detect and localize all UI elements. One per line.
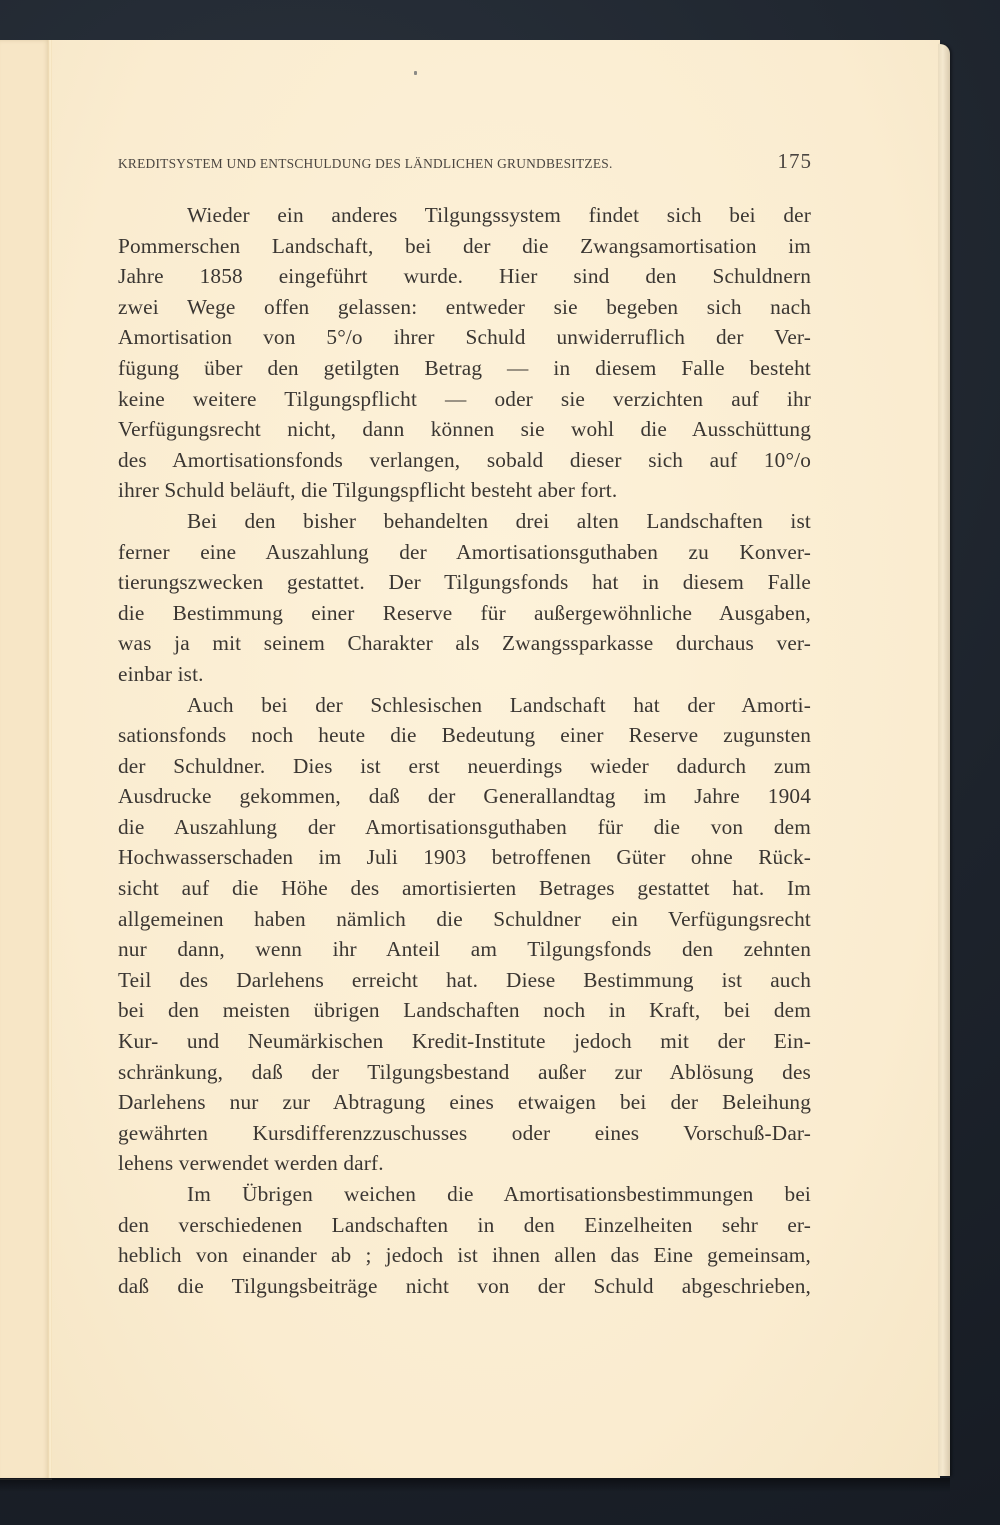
text-line: einbar ist. [118, 661, 204, 686]
page-stack-edge [938, 44, 950, 1476]
running-head-title: KREDITSYSTEM UND ENTSCHULDUNG DES LÄNDLICHEN GRUNDBESITZES. [118, 156, 613, 171]
text-line: die Auszahlung der Amortisationsguthaben für die von dem [118, 814, 811, 839]
text-line: des Amortisationsfonds verlangen, sobald dieser sich auf 10°/o [118, 447, 811, 472]
text-line: den verschiedenen Landschaften in den Einzelheiten sehr er- [118, 1212, 811, 1237]
text-line: Ausdrucke gekommen, daß der Generallandtag im Jahre 1904 [118, 784, 811, 809]
paper-speck [414, 71, 417, 75]
text-line: was ja mit seinem Charakter als Zwangssparkasse durchaus ver- [118, 631, 811, 656]
text-line: Wieder ein anderes Tilgungssystem findet sich bei der [187, 203, 811, 227]
text-line: heblich von einander ab ; jedoch ist ihnen allen das Eine gemeinsam, [118, 1243, 811, 1268]
left-page-edge [0, 40, 50, 1480]
text-line: Amortisation von 5°/o ihrer Schuld unwiderruflich der Ver- [118, 325, 811, 350]
text-line: Hochwasserschaden im Juli 1903 betroffenen Güter ohne Rück- [118, 845, 811, 870]
text-line: sationsfonds noch heute die Bedeutung einer Reserve zugunsten [118, 723, 811, 748]
paragraph-2 [118, 506, 811, 690]
text-line: sicht auf die Höhe des amortisierten Betrages gestattet hat. Im [118, 876, 811, 901]
paragraph-1 [118, 200, 811, 506]
text-line: ferner eine Auszahlung der Amortisationsguthaben zu Konver- [118, 539, 811, 564]
paragraph-3 [118, 690, 811, 1180]
text-line: Kur- und Neumärkischen Kredit-Institute jedoch mit der Ein- [118, 1029, 811, 1054]
text-line: der Schuldner. Dies ist erst neuerdings wieder dadurch zum [118, 753, 811, 778]
text-line: die Bestimmung einer Reserve für außergewöhnliche Ausgaben, [118, 600, 811, 625]
text-line: Darlehens nur zur Abtragung eines etwaigen bei der Beleihung [118, 1090, 811, 1115]
text-line: Bei den bisher behandelten drei alten Landschaften ist [187, 508, 811, 533]
text-line: tierungszwecken gestattet. Der Tilgungsfonds hat in diesem Falle [118, 570, 811, 595]
text-line: ihrer Schuld beläuft, die Tilgungspflicht besteht aber fort. [118, 478, 618, 503]
text-line: Pommerschen Landschaft, bei der die Zwangsamortisation im [118, 233, 811, 258]
text-line: Verfügungsrecht nicht, dann können sie wohl die Ausschüttung [118, 417, 811, 442]
text-line: zwei Wege offen gelassen: entweder sie begeben sich nach [118, 294, 811, 319]
text-line: Jahre 1858 eingeführt wurde. Hier sind den Schuldnern [118, 264, 811, 289]
text-line: keine weitere Tilgungspflicht — oder sie verzichten auf ihr [118, 386, 811, 411]
text-line: Teil des Darlehens erreicht hat. Diese Bestimmung ist auch [118, 967, 811, 992]
text-line: bei den meisten übrigen Landschaften noch in Kraft, bei dem [118, 998, 811, 1023]
page-number: 175 [777, 149, 812, 173]
running-head [118, 148, 818, 178]
body-text [118, 200, 811, 1301]
text-line: lehens verwendet werden darf. [118, 1151, 384, 1176]
text-line: gewährten Kursdifferenzzuschusses oder eines Vorschuß-Dar- [118, 1120, 811, 1145]
text-line: nur dann, wenn ihr Anteil am Tilgungsfonds den zehnten [118, 937, 811, 962]
paragraph-4 [118, 1179, 811, 1301]
text-line: fügung über den getilgten Betrag — in diesem Falle besteht [118, 355, 811, 380]
text-line: Auch bei der Schlesischen Landschaft hat der Amorti- [187, 692, 811, 717]
text-line: allgemeinen haben nämlich die Schuldner ein Verfügungsrecht [118, 906, 811, 931]
page-bottom-shadow [0, 1478, 950, 1492]
text-line: schränkung, daß der Tilgungsbestand außer zur Ablösung des [118, 1059, 811, 1084]
text-line: Im Übrigen weichen die Amortisationsbestimmungen bei [187, 1182, 811, 1206]
text-line: daß die Tilgungsbeiträge nicht von der Schuld abgeschrieben, [118, 1273, 811, 1298]
